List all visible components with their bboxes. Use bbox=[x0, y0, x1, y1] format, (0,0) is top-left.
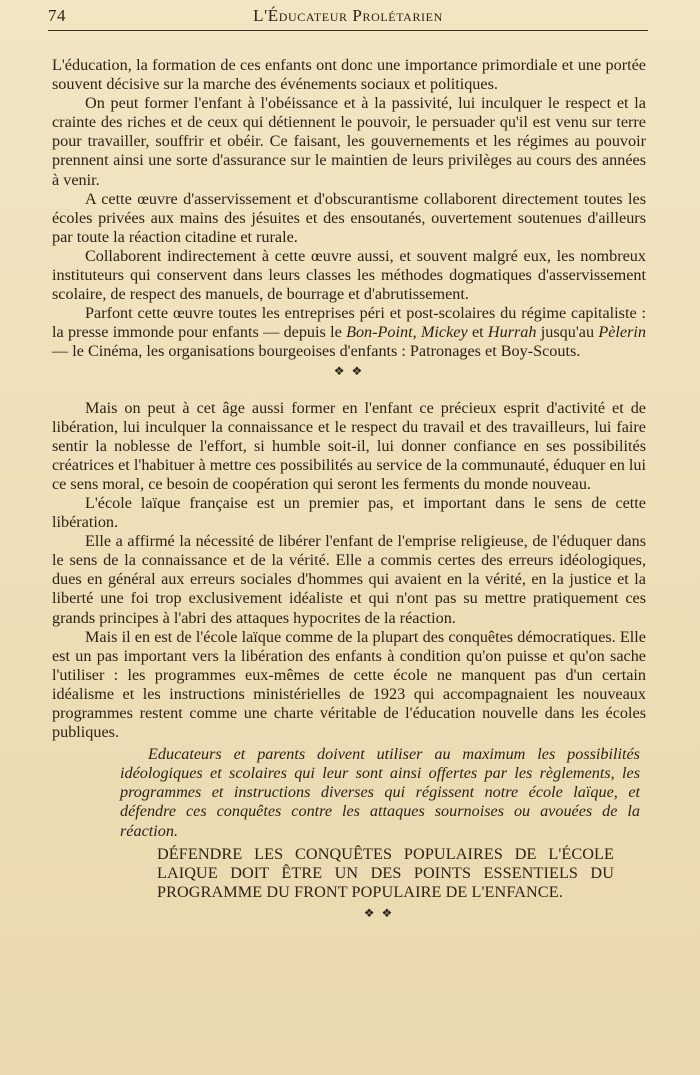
paragraph: Elle a affirmé la nécessité de libérer l'enfant de l'emprise religieuse, de l'éduquer dans le sens de la connaissance et de la vérité. Elle a commis certes des erreurs idéologiques, dues en général aux erreurs sociales d'hommes qui avaient en la vérité, en la justice et la liberté une foi trop exclusivement idéaliste et qui n'ont pas su mettre pratiquement ces grands principes à l'abri des attaques hypocrites de la réaction. bbox=[52, 532, 646, 627]
running-title: L'Éducateur Prolétarien bbox=[253, 6, 443, 25]
text-run: jusqu'au bbox=[536, 323, 599, 342]
paragraph: L'école laïque française est un premier pas, et important dans le sens de cette libération. bbox=[52, 493, 646, 532]
article-body bbox=[52, 56, 646, 923]
paragraph: On peut former l'enfant à l'obéissance et à la passivité, lui inculquer le respect et la crainte des riches et de ceux qui détiennent le pouvoir, le persuader qu'il est venu sur terre pour travailler, souffrir et obéir. Ce faisant, les gouvernements et les régimes au pouvoir prennent ainsi une sorte d'assurance sur le maintien de leurs privilèges au cours des années à venir. bbox=[52, 94, 646, 189]
text-run: et bbox=[467, 323, 488, 342]
text-run: Parfont cette œuvre toutes les entreprises péri et post-scolaires du régime capitaliste : la presse immonde pour enfants — depuis le bbox=[52, 304, 646, 342]
end-separator: ❖ ❖ bbox=[363, 905, 395, 920]
paragraph: A cette œuvre d'asservissement et d'obscurantisme collaborent directement toutes les écoles privées aux mains des jésuites et des ensoutanés, ouvertement soutenues d'ailleurs par toute la réaction citadine et rurale. bbox=[52, 189, 646, 246]
caps-paragraph: DÉFENDRE LES CONQUÊTES POPULAIRES DE L'ÉCOLE LAIQUE DOIT ÊTRE UN DES POINTS ESSENTIELS DU PROGRAMME DU FRONT POPULAIRE DE L'ENFANCE. bbox=[157, 844, 614, 902]
paragraph-media-list bbox=[52, 304, 646, 361]
page-number: 74 bbox=[48, 6, 66, 25]
paragraph: Mais il en est de l'école laïque comme de la plupart des conquêtes démocratiques. Elle est un pas important vers la libération des enfants à condition qu'on puisse et qu'on sache l'utiliser : les programmes eux-mêmes de cette école ne manquent pas d'un certain idéalisme et les instructions ministérielles de 1923 qui accompagnaient les nouveaux programmes restent comme une charte véritable de l'éducation nouvelle dans les écoles publiques. bbox=[52, 627, 646, 742]
paragraph: L'éducation, la formation de ces enfants ont donc une importance primordiale et une portée souvent décisive sur la marche des événements sociaux et politiques. bbox=[52, 56, 646, 94]
page-header bbox=[48, 4, 648, 31]
paragraph: Collaborent indirectement à cette œuvre aussi, et souvent malgré eux, les nombreux instituteurs qui conservent dans leurs classes les méthodes dogmatiques d'asservissement scolaire, de respect des manuels, de bourrage et d'abrutissement. bbox=[52, 246, 646, 304]
italic-paragraph: Educateurs et parents doivent utiliser au maximum les possibilités idéologiques et scolaires qui leur sont ainsi offertes par les règlements, les programmes et instructions diverses qui régissent notre école laïque, et défendre ces conquêtes contre les attaques sournoises ou avouées de la réaction. bbox=[120, 745, 640, 840]
title-pelerin: Pèlerin bbox=[598, 323, 646, 342]
title-bon-point-mickey: Bon-Point, Mickey bbox=[346, 323, 468, 342]
title-hurrah: Hurrah bbox=[487, 323, 537, 342]
section-separator: ❖ ❖ bbox=[333, 363, 365, 378]
text-run: — le Cinéma, les organisations bourgeoises d'enfants : Patronages et Boy-Scouts. bbox=[52, 342, 581, 361]
paragraph: Mais on peut à cet âge aussi former en l'enfant ce précieux esprit d'activité et de libération, lui inculquer la connaissance et le respect du travail et des travailleurs, lui faire sentir la noblesse de l'effort, si humble soit-il, lui donner confiance en ses possibilités créatrices et l'habituer à mettre ces possibilités au service de la communauté, éduquer en lui ce sens moral, ce besoin de coopération qui seront les ferments du monde nouveau. bbox=[52, 398, 646, 493]
caps-callout bbox=[157, 845, 614, 903]
italic-callout bbox=[120, 745, 640, 840]
